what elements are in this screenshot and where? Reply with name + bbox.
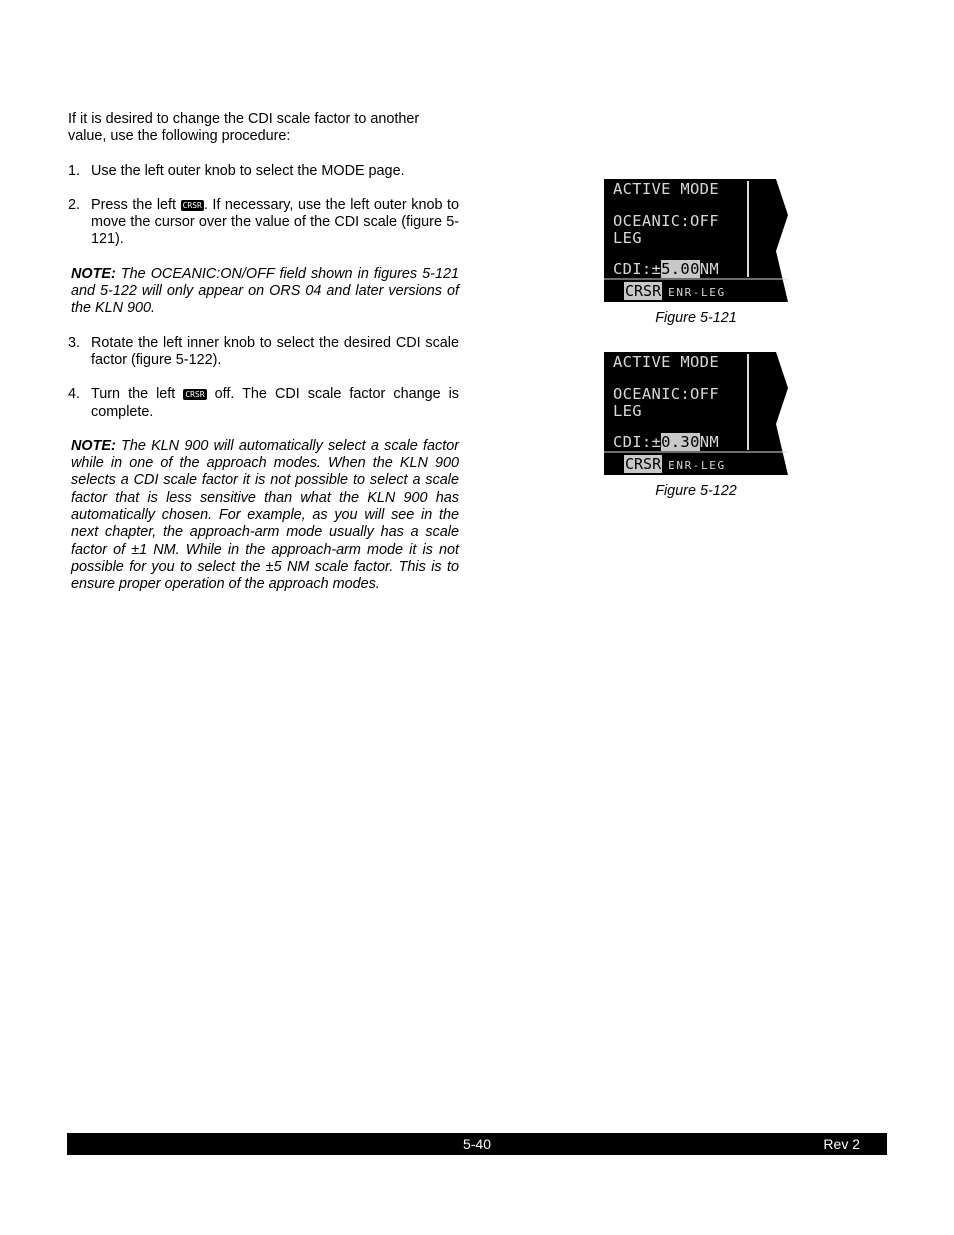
step-text-post: . If necessary, use the left outer knob to move the cursor over the value of the CDI scale (figure 5-121).: [91, 196, 459, 248]
page-number: 5-40: [462, 1136, 492, 1152]
note-label: NOTE:: [71, 437, 116, 454]
screen-bottom-bar: [624, 454, 726, 473]
intro-paragraph: If it is desired to change the CDI scale factor to another value, use the following procedure:: [68, 111, 420, 145]
note-text: The KLN 900 will automatically select a scale factor while in one of the approach modes. When the KLN 900 selects a CDI scale factor it is not possible to select a scale factor that is less sensitive than what the KLN 900 has automatically chosen. For example, as you will see in the next chapter, the approach-arm mode usually has a scale factor of ±1 NM. While in the approach-arm mode it is not possible for you to select the ±5 NM scale factor. This is to ensure proper operation of the approach modes.: [71, 437, 459, 593]
note-oceanic: [71, 266, 459, 318]
step-1: [68, 163, 459, 180]
step-text: [91, 386, 459, 421]
step-number: 1.: [68, 162, 81, 179]
mode-indicator: ENR-LEG: [668, 286, 726, 299]
step-2: [68, 197, 459, 249]
step-text-post: off. The CDI scale factor change is complete.: [91, 386, 459, 420]
step-number: 4.: [68, 386, 81, 403]
note-approach: [71, 438, 459, 594]
screen-leg: LEG: [613, 229, 642, 247]
step-text: Rotate the left inner knob to select the desired CDI scale factor (figure 5-122).: [91, 334, 459, 368]
page-footer: [67, 1133, 887, 1155]
figure-5-121: [604, 179, 788, 326]
figure-caption: Figure 5-121: [655, 310, 737, 326]
step-number: 2.: [68, 196, 81, 213]
screen-leg: LEG: [613, 402, 642, 420]
kln900-screen: [604, 179, 788, 302]
cdi-value-cursor: 5.00: [661, 260, 700, 278]
crsr-indicator: CRSR: [625, 282, 662, 300]
revision-label: Rev 2: [823, 1136, 860, 1152]
screen-oceanic: OCEANIC:OFF: [613, 212, 719, 230]
cdi-unit: NM: [699, 433, 719, 451]
crsr-button-icon: CRSR: [185, 390, 205, 400]
step-text-pre: Turn the left: [91, 386, 176, 403]
mode-indicator: ENR-LEG: [668, 459, 726, 472]
screen-cdi: [613, 433, 719, 451]
step-text: [91, 197, 459, 249]
step-3: [68, 335, 459, 370]
step-number: 3.: [68, 334, 81, 351]
note-label: NOTE:: [71, 265, 116, 282]
step-4: [68, 386, 459, 421]
screen-oceanic: OCEANIC:OFF: [613, 385, 719, 403]
figure-caption: Figure 5-122: [655, 483, 737, 499]
screen-title: ACTIVE MODE: [613, 180, 719, 198]
note-text: The OCEANIC:ON/OFF field shown in figures 5-121 and 5-122 will only appear on ORS 04 and later versions of the KLN 900.: [71, 265, 459, 317]
step-text-pre: Press the left: [91, 196, 177, 213]
crsr-indicator: CRSR: [625, 455, 662, 473]
cdi-prefix: CDI:±: [613, 433, 662, 451]
cdi-unit: NM: [699, 260, 719, 278]
step-text: Use the left outer knob to select the MODE page.: [91, 162, 405, 179]
kln900-screen: [604, 352, 788, 475]
screen-title: ACTIVE MODE: [613, 353, 719, 371]
cdi-prefix: CDI:±: [613, 260, 662, 278]
figure-5-122: [604, 352, 788, 499]
crsr-button-icon: CRSR: [182, 200, 202, 210]
procedure-text: [68, 111, 459, 611]
cdi-value-cursor: 0.30: [661, 433, 700, 451]
screen-bottom-bar: [624, 281, 726, 300]
screen-cdi: [613, 260, 719, 278]
